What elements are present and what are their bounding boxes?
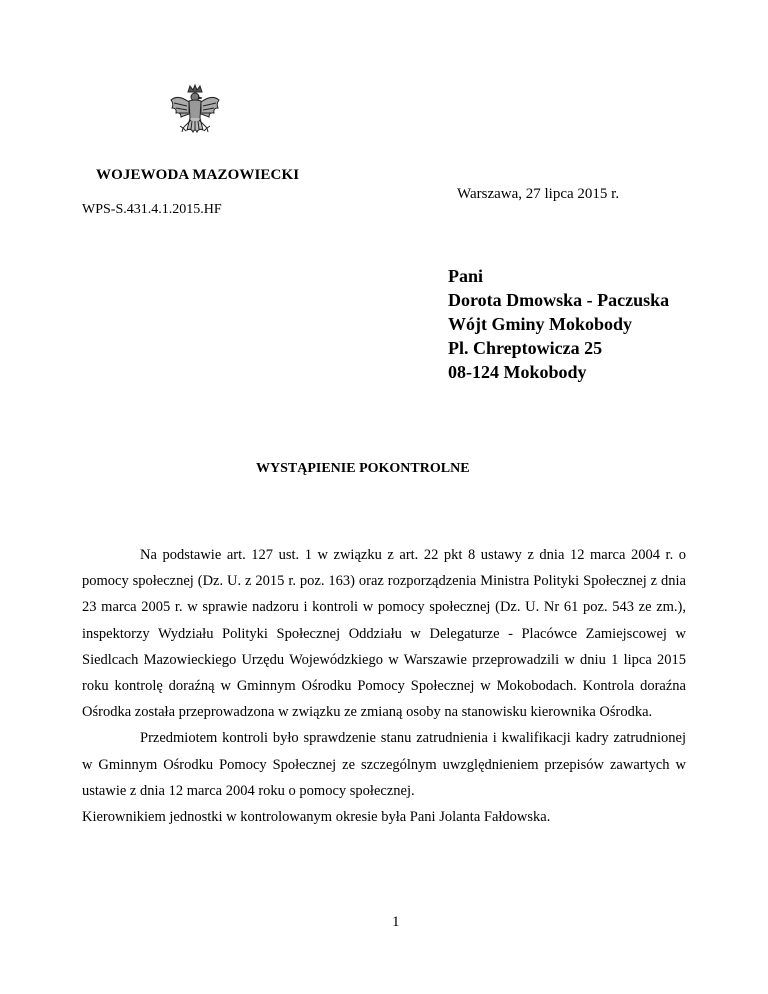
addressee-position: Wójt Gminy Mokobody: [448, 314, 633, 334]
body-paragraph: Na podstawie art. 127 ust. 1 w związku z art. 22 pkt 8 ustawy z dnia 12 marca 2004 r. o pomocy społecznej (Dz. U. z 2015 r. poz. 163) oraz rozporządzenia Ministra Polityki Społecznej z dnia 23 marca 2005 r. w sprawie nadzoru i kontroli w pomocy społecznej (Dz. U. Nr 61 poz. 543 ze zm.), inspektorzy Wydziału Polityki Społecznej Oddziału w Delegaturze - Placówce Zamiejscowej w Siedlcach Mazowieckiego Urzędu Wojewódzkiego w Warszawie przeprowadzili w dniu 1 lipca 2015 roku kontrolę doraźną w Gminnym Ośrodku Pomocy Społecznej w Mokobodach. Kontrola doraźna Ośrodka została przeprowadzona w związku ze zmianą osoby na stanowisku kierownika Ośrodka.: [82, 547, 686, 721]
issuer-title: WOJEWODA MAZOWIECKI: [96, 167, 300, 183]
eagle-emblem-icon: [168, 84, 222, 142]
addressee-street: Pl. Chreptowicza 25: [448, 338, 603, 358]
document-title: WYSTĄPIENIE POKONTROLNE: [256, 461, 470, 476]
page-number: 1: [392, 914, 400, 930]
body-paragraph: Przedmiotem kontroli było sprawdzenie stanu zatrudnienia i kwalifikacji kadry zatrudnionej w Gminnym Ośrodku Pomocy Społecznej ze szczególnym uwzględnieniem przepisów zawartych w ustawie z dnia 12 marca 2004 roku o pomocy społecznej.: [82, 730, 686, 799]
body-paragraph: Kierownikiem jednostki w kontrolowanym okresie była Pani Jolanta Fałdowska.: [82, 809, 551, 826]
addressee-postal-city: 08-124 Mokobody: [448, 362, 587, 382]
addressee-name: Dorota Dmowska - Paczuska: [448, 290, 670, 310]
addressee-block: [448, 264, 669, 384]
addressee-salutation: Pani: [448, 266, 484, 286]
reference-number: WPS-S.431.4.1.2015.HF: [82, 202, 222, 217]
date-line: Warszawa, 27 lipca 2015 r.: [457, 186, 620, 202]
document-body: [82, 542, 686, 830]
